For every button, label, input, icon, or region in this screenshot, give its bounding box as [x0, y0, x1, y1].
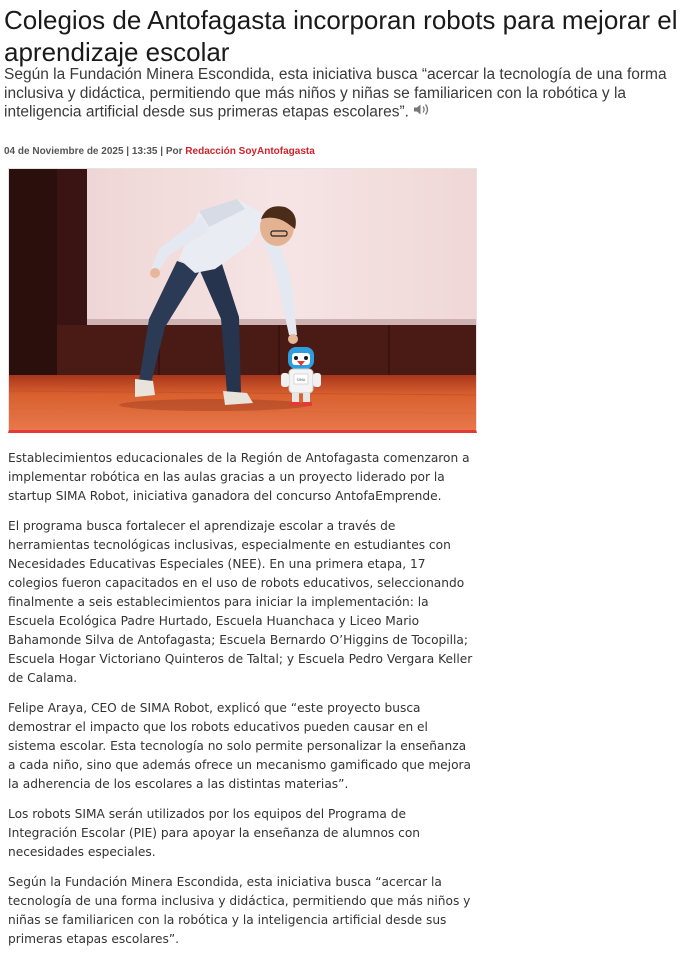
- article-meta: [4, 146, 315, 157]
- audio-speaker-icon[interactable]: [413, 103, 431, 122]
- article-paragraph: Los robots SIMA serán utilizados por los equipos del Programa de Integración Escolar (PIE) para apoyar la enseñanza de alumnos con necesidades especiales.: [8, 807, 421, 859]
- article-hero-image: [8, 168, 477, 433]
- article-paragraph: El programa busca fortalecer el aprendizaje escolar a través de herramientas tecnológicas inclusivas, especialmente en estudiantes con Necesidades Educativas Especiales (NEE). En una primera etapa, 17 colegios fueron capacitados en el uso de robots educativos, seleccionando finalmente a seis establecimientos para iniciar la implementación: la Escuela Ecológica Padre Hurtado, Escuela Huanchaca y Liceo Mario Bahamonde Silva de Antofagasta; Escuela Bernardo O’Higgins de Tocopilla; Escuela Hogar Victoriano Quinteros de Taltal; y Escuela Pedro Vergara Keller de Calama.: [8, 519, 473, 685]
- author-link[interactable]: Redacción SoyAntofagasta: [185, 146, 315, 157]
- article-paragraph: Felipe Araya, CEO de SIMA Robot, explicó que “este proyecto busca demostrar el impacto que los robots educativos pueden causar en el sistema escolar. Esta tecnología no solo permite personalizar la enseñanza a cada niño, sino que además ofrece un mecanismo gamificado que mejora la adherencia de los escolares a las distintas materias”.: [8, 701, 472, 791]
- article-subtitle: [4, 66, 696, 122]
- stage-photo: [9, 169, 477, 431]
- article-title: Colegios de Antofagasta incorporan robots para mejorar el aprendizaje escolar: [4, 5, 678, 67]
- article-body: [8, 449, 476, 960]
- article-paragraph: Según la Fundación Minera Escondida, esta iniciativa busca “acercar la tecnología de una forma inclusiva y didáctica, permitiendo que más niños y niñas se familiaricen con la robótica y la inteligencia artificial desde sus primeras etapas escolares”.: [8, 875, 471, 946]
- meta-separator: |: [160, 146, 164, 157]
- subtitle-text: Según la Fundación Minera Escondida, esta iniciativa busca “acercar la tecnología de una forma inclusiva y didáctica, permitiendo que más niños y niñas se familiaricen con la robótica y la inteligencia artificial desde sus primeras etapas escolares”.: [4, 66, 667, 121]
- article-paragraph: Establecimientos educacionales de la Región de Antofagasta comenzaron a implementar robótica en las aulas gracias a un proyecto liderado por la startup SIMA Robot, iniciativa ganadora del concurso AntofaEmprende.: [8, 451, 470, 503]
- robot-screen-label: SIMA: [296, 378, 306, 382]
- meta-separator: |: [126, 146, 130, 157]
- publish-date: 04 de Noviembre de 2025: [4, 146, 124, 157]
- publish-time: 13:35: [131, 146, 158, 157]
- by-label: Por: [165, 146, 183, 157]
